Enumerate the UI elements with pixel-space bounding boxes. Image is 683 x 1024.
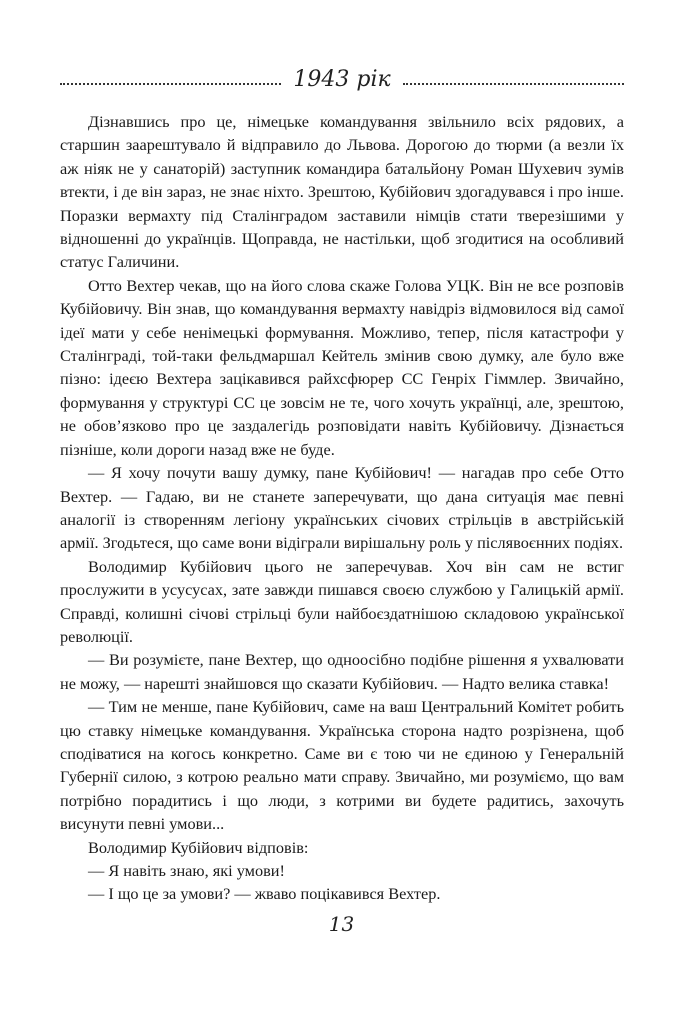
header-dotted-rule-left [60,83,281,85]
body-text [60,110,624,906]
paragraph: — Я хочу почути вашу думку, пане Кубійович! — нагадав про себе Отто Вехтер. — Гадаю, ви не станете заперечувати, що дана ситуація має певні аналогії із створенням легіону українських січових стрільців в австрійській армії. Згодьтеся, що саме вони відіграли вирішальну роль у післявоєнних подіях. [60,463,624,553]
paragraph: — Я навіть знаю, які умови! [88,861,285,880]
paragraph: — Ви розумієте, пане Вехтер, що одноосібно подібне рішення я ухвалювати не можу, — нарешті знайшовся що сказати Кубійович. — Надто велика ставка! [60,650,624,693]
paragraph: Отто Вехтер чекав, що на його слова скаже Голова УЦК. Він не все розповів Кубійовичу. Він знав, що командування вермахту навідріз відмовилося від самої ідеї мати у себе ненімецькі формування. Можливо, тепер, після катастрофи у Сталінграді, той-таки фельдмаршал Кейтель змінив свою думку, але було вже пізно: ідеєю Вехтера зацікавився райхсфюрер СС Генріх Гіммлер. Звичайно, формування у структурі СС це зовсім не те, чого хочуть українці, але, зрештою, не обов’язково про це заздалегідь розповідати навіть Кубійовичу. Дізнається пізніше, коли дороги назад вже не буде. [60,275,624,459]
running-head [60,62,624,96]
page-number: 13 [328,912,355,936]
paragraph: Дізнавшись про це, німецьке командування звільнило всіх рядових, а старшин заарештувало й відправило до Львова. Дорогою до тюрми (а везли їх аж ніяк не у санаторій) заступник командира батальйону Роман Шухевич зумів втекти, і де він зараз, не знає ніхто. Зрештою, Кубійович здогадувався і про інше. Поразки вермахту під Сталінградом заставили німців стати тверезішими у відношенні до українців. Щоправда, не настільки, щоб згодитися на особливий статус Галичини. [60,112,624,272]
paragraph: Володимир Кубійович відповів: [88,837,309,857]
running-head-title: 1943 рік [293,66,391,92]
paragraph: — І що це за умови? — жваво поцікавився Вехтер. [88,884,441,904]
paragraph: — Тим не менше, пане Кубійович, саме на ваш Центральний Комітет робить цю ставку німецьке командування. Українська сторона надто розрізнена, щоб сподіватися на когось конкретно. Саме ви є тою чи не єдиною у Генеральній Губернії силою, з котрою реально мати справу. Звичайно, ми розуміємо, що вам потрібно порадитись і що люди, з котрими ви будете радитись, захочуть висунути певні умови... [60,697,624,834]
header-dotted-rule-right [403,83,624,85]
paragraph: Володимир Кубійович цього не заперечував. Хоч він сам не встиг прослужити в усусусах, зате завжди пишався своєю службою у Галицькій армії. Справді, колишні січові стрільці були найбоєздатнішою складовою української революції. [60,556,624,646]
